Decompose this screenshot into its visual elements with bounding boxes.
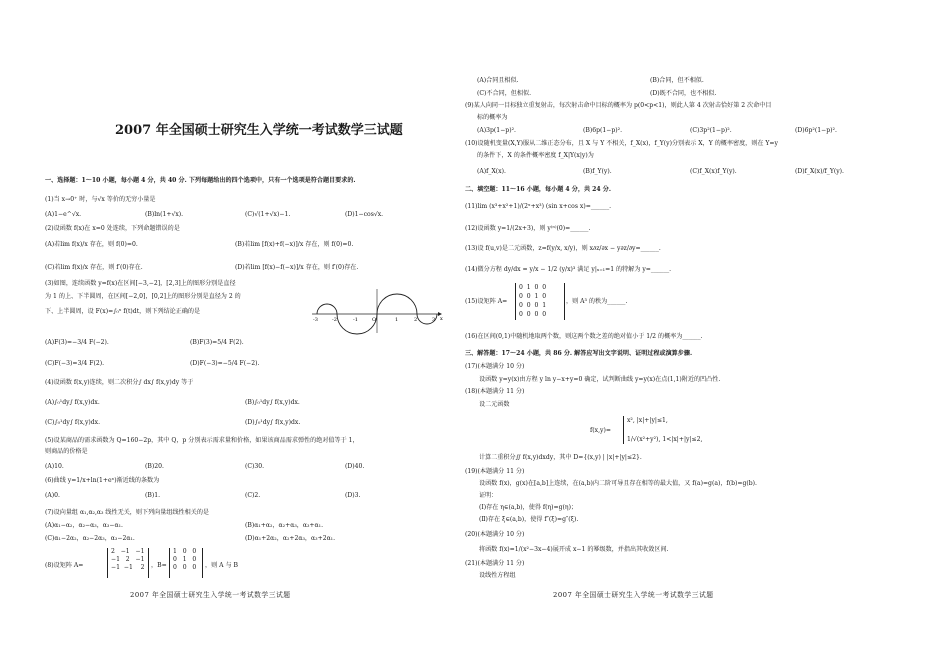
q6-option-b: (B)1. [145,492,161,499]
question-14: (14)微分方程 dy/dx = y/x − 1/2 (y/x)³ 满足 y|ₓ₌₁=1 的特解为 y=______. [465,266,672,273]
question-10-line-1: (10)设随机变量(X,Y)服从二维正态分布，且 X 与 Y 不相关，f_X(x)，f_Y(y)分别表示 X，Y 的概率密度，则在 Y=y [465,140,778,147]
question-4: (4)设函数 f(x,y)连续，则二次积分∫ dx∫ f(x,y)dy 等于 [45,379,194,386]
left-column [45,0,445,658]
q2-option-a: (A)若lim f(x)/x 存在，则 f(0)=0. [45,241,138,248]
tick-label: -3 [313,317,318,323]
q18-case-2: 1/√(x²+y²), 1<|x|+|y|≤2, [627,436,703,443]
q4-option-a: (A)∫₀¹dy∫ f(x,y)dx. [45,399,100,406]
q18-function-label: f(x,y)= [590,427,611,434]
q3-option-c: (C)F(−3)=3/4 F(2). [45,360,105,367]
matrix-row: 2 −1 −1 [111,548,145,555]
question-15-prefix: (15)设矩阵 A= [465,298,508,305]
tick-label: -1 [353,317,358,323]
question-1: (1)当 x→0⁺ 时，与√x 等价的无穷小量是 [45,196,156,203]
q7-option-d: (D)α₁+2α₂，α₂+2α₃，α₃+2α₁. [245,535,336,542]
question-9-line-2: 标的概率为 [477,114,508,121]
q7-option-a: (A)α₁−α₂，α₂−α₃，α₃−α₁. [45,522,123,529]
question-8-suffix: ，则 A 与 B [205,562,238,569]
footer-left: 2007 年全国硕士研究生入学统一考试数学三试题 [130,591,291,599]
question-18: 设二元函数 [479,401,510,408]
q3-option-d: (D)F(−3)=−5/4 F(−2). [190,360,260,367]
question-19-line-1: 设函数 f(x)，g(x)在[a,b]上连续，在(a,b)内二阶可导且存在相等的最大值，又 f(a)=g(a)，f(b)=g(b). [479,480,757,487]
q3-option-a: (A)F(3)=−3/4 F(−2). [45,339,109,346]
question-16: (16)在区间(0,1)中随机地取两个数，则这两个数之差的绝对值小于 1/2 的概率为______. [465,333,703,340]
axis-label: x [440,316,443,322]
q10-option-b: (B)f_Y(y). [583,168,612,175]
q18-case-1: x², |x|+|y|≤1, [627,417,668,424]
tick-label: 3 [432,317,436,323]
question-5-line-2: 则商品的价格是 [45,448,88,455]
matrix-a [111,548,144,572]
question-3-line-2: 为 1 的上、下半圆周，在区间[−2,0]，[0,2]上的图形分别是直径为 2 的 [45,293,241,300]
q9-option-d: (D)6p²(1−p)². [795,127,837,134]
q2-option-b: (B)若lim [f(x)+f(−x)]/x 存在，则 f(0)=0. [235,241,354,248]
tick-label: 2 [414,317,418,323]
right-column [465,0,895,658]
q5-option-c: (C)30. [245,463,265,470]
q6-option-d: (D)3. [345,492,361,499]
question-17-header: (17)(本题满分 10 分) [465,363,525,370]
page-title: 2007 年全国硕士研究生入学统一考试数学三试题 [115,123,403,138]
question-10-line-2: 的条件下，X 的条件概率密度 f_X|Y(x|y)为 [477,152,594,159]
q9-option-c: (C)3p²(1−p)². [690,127,732,134]
question-19-line-4: (Ⅱ)存在 ξ∈(a,b)，使得 f″(ξ)=g″(ξ). [479,516,579,523]
q10-option-d: (D)f_X(x)/f_Y(y). [795,168,844,175]
section-2-heading: 二、填空题：11～16 小题，每小题 4 分，共 24 分. [465,186,612,193]
q9-option-a: (A)3p(1−p)². [477,127,516,134]
matrix-row: 0 1 0 0 [519,284,547,291]
q2-option-c: (C)若lim f(x)/x 存在，则 f′(0)存在. [45,264,143,271]
matrix-row: 0 0 0 0 [519,311,547,318]
matrix-row: 0 0 0 [173,564,197,571]
matrix-b [173,548,196,572]
question-6: (6)曲线 y=1/x+ln(1+eˣ)渐近线的条数为 [45,477,160,484]
question-9-line-1: (9)某人向同一目标独立重复射击，每次射击命中目标的概率为 p(0<p<1)，则此人第 4 次射击恰好第 2 次命中目 [465,102,772,109]
q8-option-b: (B)合同，但不相似. [650,77,704,84]
q7-option-b: (B)α₁+α₂，α₂+α₃，α₃+α₁. [245,522,324,529]
q5-option-d: (D)40. [345,463,365,470]
q1-option-a: (A)1−e^√x. [45,211,82,218]
matrix-a4 [519,283,546,319]
q4-option-c: (C)∫₀¹dy∫ f(x,y)dx. [45,419,101,426]
q1-option-c: (C)√(1+√x)−1. [245,211,291,218]
footer-right: 2007 年全国硕士研究生入学统一考试数学三试题 [553,591,714,599]
question-18-calc: 计算二重积分∬ f(x,y)dxdy，其中 D={(x,y) | |x|+|y|≤2}. [479,454,642,461]
q7-option-c: (C)α₁−2α₂，α₂−2α₃，α₃−2α₁. [45,535,135,542]
section-3-heading: 三、解答题：17～24 小题，共 86 分. 解答应写出文字说明、证明过程或演算步骤. [465,350,693,357]
question-20: 将函数 f(x)=1/(x²−3x−4)展开成 x−1 的幂级数，并指出其收敛区间. [479,546,669,553]
tick-label: O [372,317,377,323]
question-7: (7)设向量组 α₁,α₂,α₃ 线性无关，则下列向量组线性相关的是 [45,509,210,516]
q5-option-a: (A)10. [45,463,64,470]
tick-label: -2 [332,317,337,323]
question-19-line-3: (Ⅰ)存在 η∈(a,b)，使得 f(η)=g(η)； [479,504,578,511]
q3-function-graph [310,285,445,335]
matrix-row: −1 −1 2 [111,564,145,571]
q1-option-b: (B)ln(1+√x). [145,211,184,218]
q3-option-b: (B)F(3)=5/4 F(2). [190,339,244,346]
question-18-header: (18)(本题满分 11 分) [465,388,525,395]
q18-brace [623,416,624,444]
q8-option-c: (C)不合同，但相似. [477,90,532,97]
tick-label: 1 [395,317,399,323]
q6-option-a: (A)0. [45,492,60,499]
q6-option-c: (C)2. [245,492,261,499]
matrix-row: 1 0 0 [173,548,197,555]
question-2: (2)设函数 f(x)在 x=0 处连续，下列命题错误的是 [45,225,180,232]
q2-option-d: (D)若lim [f(x)−f(−x)]/x 存在，则 f′(0)存在. [235,264,359,271]
question-8-mid: ，B= [151,562,167,569]
matrix-row: −1 2 −1 [111,556,145,563]
question-3-line-1: (3)如图，连续函数 y=f(x)在区间[−3,−2]，[2,3]上的图形分别是直径 [45,280,236,287]
matrix-row: 0 0 1 0 [519,293,547,300]
q8-option-a: (A)合同且相似. [477,77,519,84]
q8-option-d: (D)既不合同，也不相似. [650,90,717,97]
question-8-prefix: (8)设矩阵 A= [45,562,84,569]
question-21: 设线性方程组 [479,572,516,579]
q10-option-c: (C)f_X(x)f_Y(y). [690,168,737,175]
q1-option-d: (D)1−cos√x. [345,211,384,218]
question-20-header: (20)(本题满分 10 分) [465,531,525,538]
question-5-line-1: (5)设某商品的需求函数为 Q=160−2p，其中 Q，p 分别表示需求量和价格，如果该商品需求弹性的绝对值等于 1， [45,437,359,444]
matrix-row: 0 1 0 [173,556,197,563]
section-1-heading: 一、选择题：1～10 小题，每小题 4 分，共 40 分. 下列每题给出的四个选项中，只有一个选项是符合题目要求的. [45,177,356,184]
question-19-line-2: 证明： [479,492,498,499]
question-11: (11)lim (x³+x²+1)/(2ˣ+x³) (sin x+cos x)=______. [465,203,612,210]
question-12: (12)设函数 y=1/(2x+3)，则 y⁽ⁿ⁾(0)=______. [465,225,591,232]
q9-option-b: (B)6p(1−p)². [583,127,623,134]
q4-option-d: (D)∫₀¹dy∫ f(x,y)dx. [245,419,301,426]
question-19-header: (19)(本题满分 11 分) [465,468,525,475]
q4-option-b: (B)∫₀¹dy∫ f(x,y)dx. [245,399,300,406]
q10-option-a: (A)f_X(x). [477,168,506,175]
question-21-header: (21)(本题满分 11 分) [465,560,525,567]
q5-option-b: (B)20. [145,463,164,470]
question-13: (13)设 f(u,v)是二元函数，z=f(y/x, x/y)，则 x∂z/∂x − y∂z/∂y=______. [465,245,661,252]
question-3-line-3: 下、上半圆周，设 F(x)=∫₀ˣ f(t)dt，则下列结论正确的是 [45,308,201,315]
question-17: 设函数 y=y(x)由方程 y ln y−x+y=0 确定，试判断曲线 y=y(x)在点(1,1)附近的凹凸性. [479,376,721,383]
matrix-row: 0 0 0 1 [519,302,547,309]
question-15-suffix: ，则 A³ 的秩为______. [566,298,628,305]
